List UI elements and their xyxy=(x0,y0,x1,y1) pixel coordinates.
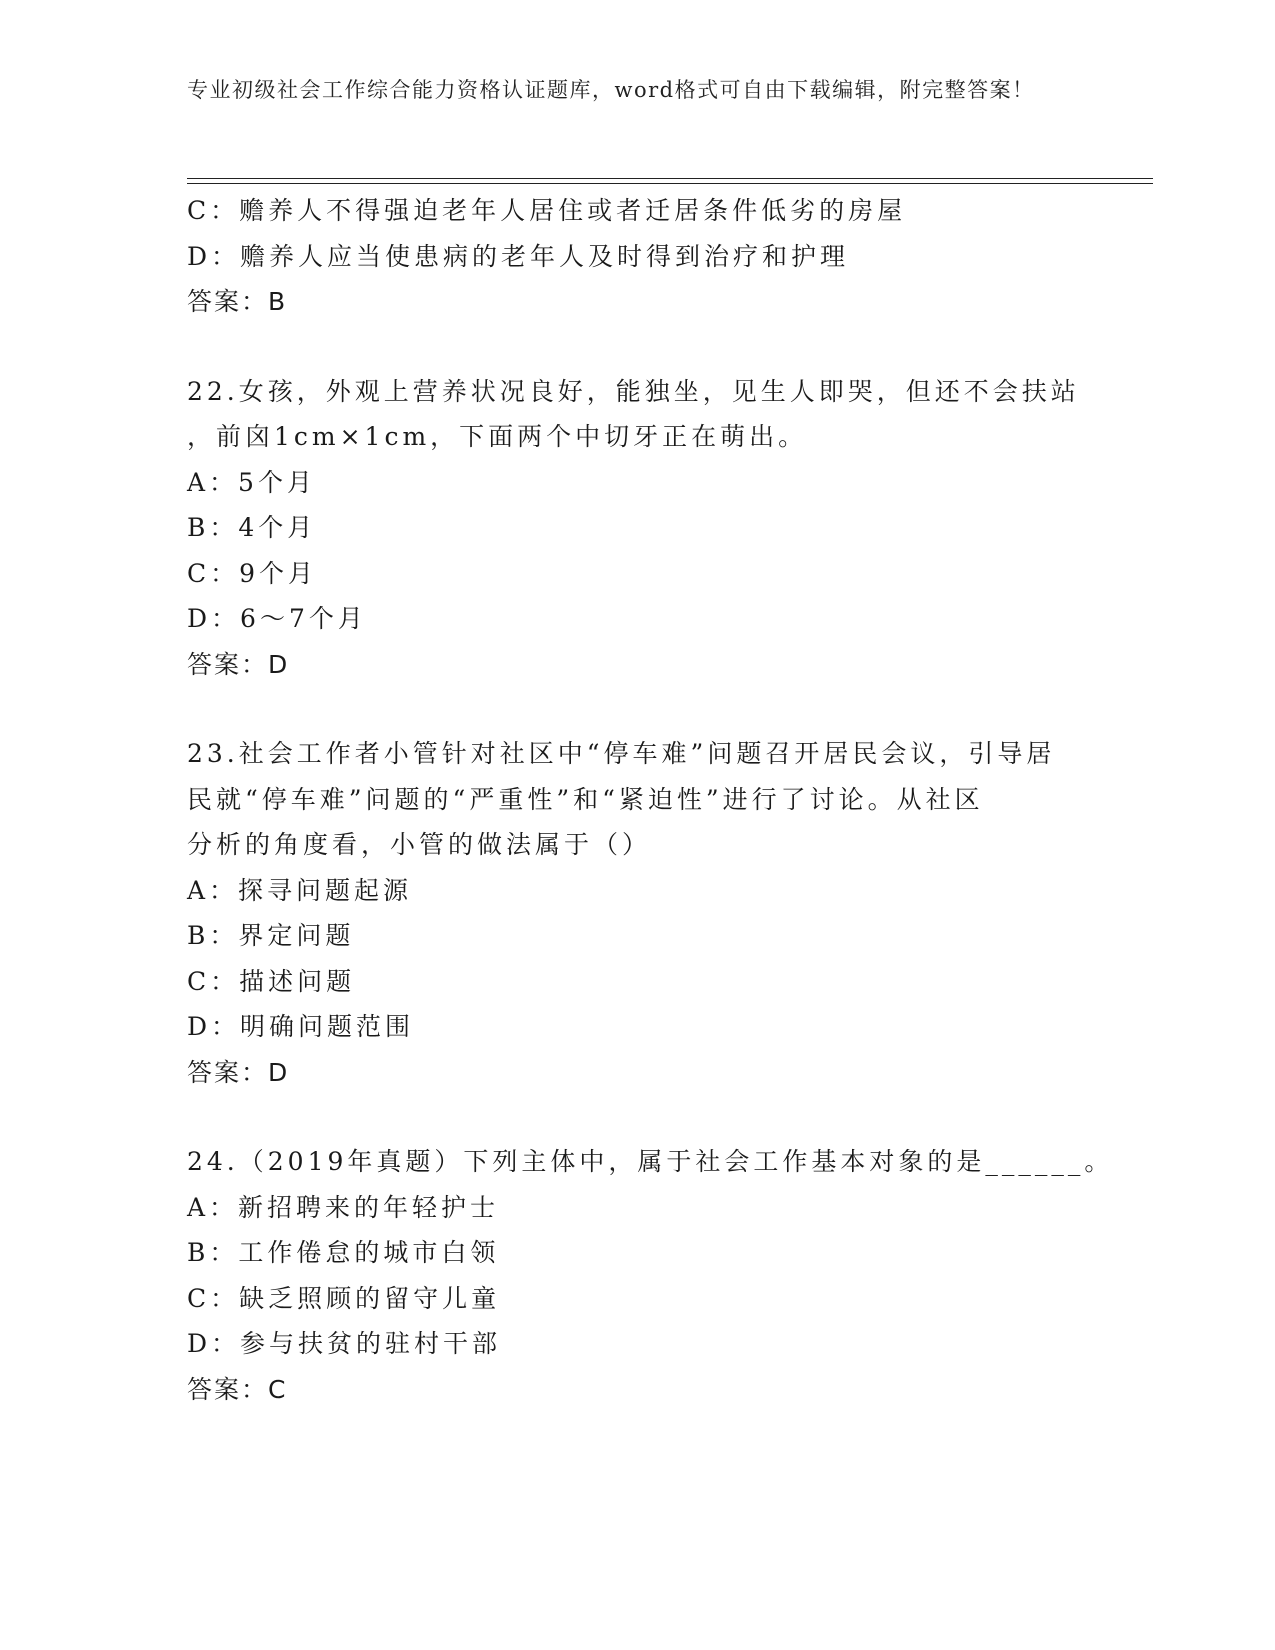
q22-option-a: A：5个月 xyxy=(187,467,316,497)
q21-option-d: D：赡养人应当使患病的老年人及时得到治疗和护理 xyxy=(187,241,850,271)
spacer xyxy=(187,1095,1087,1139)
q24-option-d: D：参与扶贫的驻村干部 xyxy=(187,1329,502,1358)
q22-answer: 答案：D xyxy=(187,649,290,679)
q23-option-d: D：明确问题范围 xyxy=(187,1012,415,1041)
q23-stem-line3: 分析的角度看，小管的做法属于（） xyxy=(187,830,652,859)
q24-stem-line1: 24.（2019年真题）下列主体中，属于社会工作基本对象的是______。 xyxy=(187,1147,1114,1176)
q21-option-c: C：赡养人不得强迫老年人居住或者迁居条件低劣的房屋 xyxy=(187,196,907,225)
spacer xyxy=(187,687,1087,731)
page-header: 专业初级社会工作综合能力资格认证题库，word格式可自由下载编辑，附完整答案！ xyxy=(187,78,1035,102)
q23-answer: 答案：D xyxy=(187,1057,290,1087)
q24-option-a: A：新招聘来的年轻护士 xyxy=(187,1192,500,1222)
q23-stem-line1: 23.社会工作者小管针对社区中“停车难”问题召开居民会议，引导居 xyxy=(187,739,1056,768)
header-rule-bottom xyxy=(187,183,1153,184)
q23-option-c: C：描述问题 xyxy=(187,966,356,996)
q22-stem-line1: 22.女孩，外观上营养状况良好，能独坐，见生人即哭，但还不会扶站 xyxy=(187,376,1080,406)
q22-option-b: B：4个月 xyxy=(187,513,317,542)
q23-stem-line2: 民就“停车难”问题的“严重性”和“紧迫性”进行了讨论。从社区 xyxy=(187,784,984,814)
q22-option-d: D：6～7个月 xyxy=(187,604,367,633)
question-content xyxy=(187,188,1114,1412)
q23-option-a: A：探寻问题起源 xyxy=(187,875,413,905)
q24-option-b: B：工作倦怠的城市白领 xyxy=(187,1238,500,1267)
q24-option-c: C：缺乏照顾的留守儿童 xyxy=(187,1283,501,1313)
q23-option-b: B：界定问题 xyxy=(187,921,355,950)
spacer xyxy=(187,325,1087,369)
q22-option-c: C：9个月 xyxy=(187,558,318,588)
header-rule-top xyxy=(187,178,1153,179)
q21-answer: 答案：B xyxy=(187,287,288,316)
q24-answer: 答案：C xyxy=(187,1374,288,1404)
q22-stem-line2: ，前囟1cm×1cm，下面两个中切牙正在萌出。 xyxy=(187,422,808,451)
